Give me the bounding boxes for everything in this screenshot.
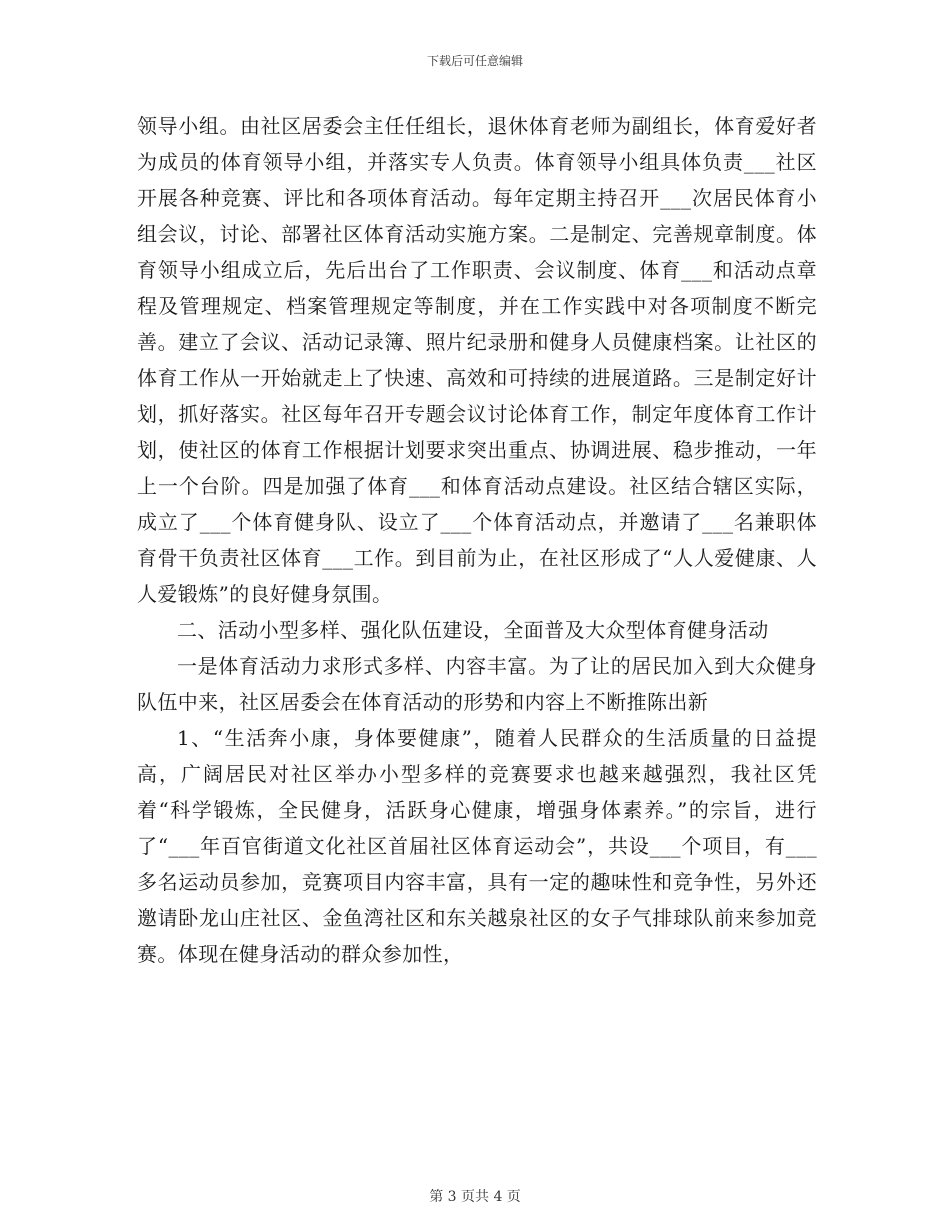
- paragraph-2: 一是体育活动力求形式多样、内容丰富。为了让的居民加入到大众健身队伍中来，社区居委会在体育活动的形势和内容上不断推陈出新: [137, 654, 817, 714]
- paragraph-1: 领导小组。由社区居委会主任任组长，退休体育老师为副组长，体育爱好者为成员的体育领导小组，并落实专人负责。体育领导小组具体负责___社区开展各种竞赛、评比和各项体育活动。每年定期主持召开___次居民体育小组会议，讨论、部署社区体育活动实施方案。二是制定、完善规章制度。体育领导小组成立后，先后出台了工作职责、会议制度、体育___和活动点章程及管理规定、档案管理规定等制度，并在工作实践中对各项制度不断完善。建立了会议、活动记录簿、照片纪录册和健身人员健康档案。让社区的体育工作从一开始就走上了快速、高效和可持续的进展道路。三是制定好计划，抓好落实。社区每年召开专题会议讨论体育工作，制定年度体育工作计划，使社区的体育工作根据计划要求突出重点、协调进展、稳步推动，一年上一个台阶。四是加强了体育___和体育活动点建设。社区结合辖区实际，成立了___个体育健身队、设立了___个体育活动点，并邀请了___名兼职体育骨干负责社区体育___工作。到目前为止，在社区形成了“人人爱健康、人人爱锻炼”的良好健身氛围。: [137, 114, 817, 606]
- page-header: 下载后可任意编辑: [426, 54, 523, 68]
- paragraph-3: 1、“生活奔小康，身体要健康”，随着人民群众的生活质量的日益提高，广阔居民对社区举办小型多样的竞赛要求也越来越强烈，我社区凭着“科学锻炼，全民健身，活跃身心健康，增强身体素养。”的宗旨，进行了“___年百官街道文化社区首届社区体育运动会”，共设___个项目，有___多名运动员参加，竞赛项目内容丰富，具有一定的趣味性和竞争性，另外还邀请卧龙山庄社区、金鱼湾社区和东关越泉社区的女子气排球队前来参加竞赛。体现在健身活动的群众参加性，: [137, 726, 817, 966]
- page-footer: 第 3 页共 4 页: [429, 1189, 521, 1205]
- section-heading: 二、活动小型多样、强化队伍建设，全面普及大众型体育健身活动: [177, 618, 769, 642]
- document-body: [137, 108, 817, 972]
